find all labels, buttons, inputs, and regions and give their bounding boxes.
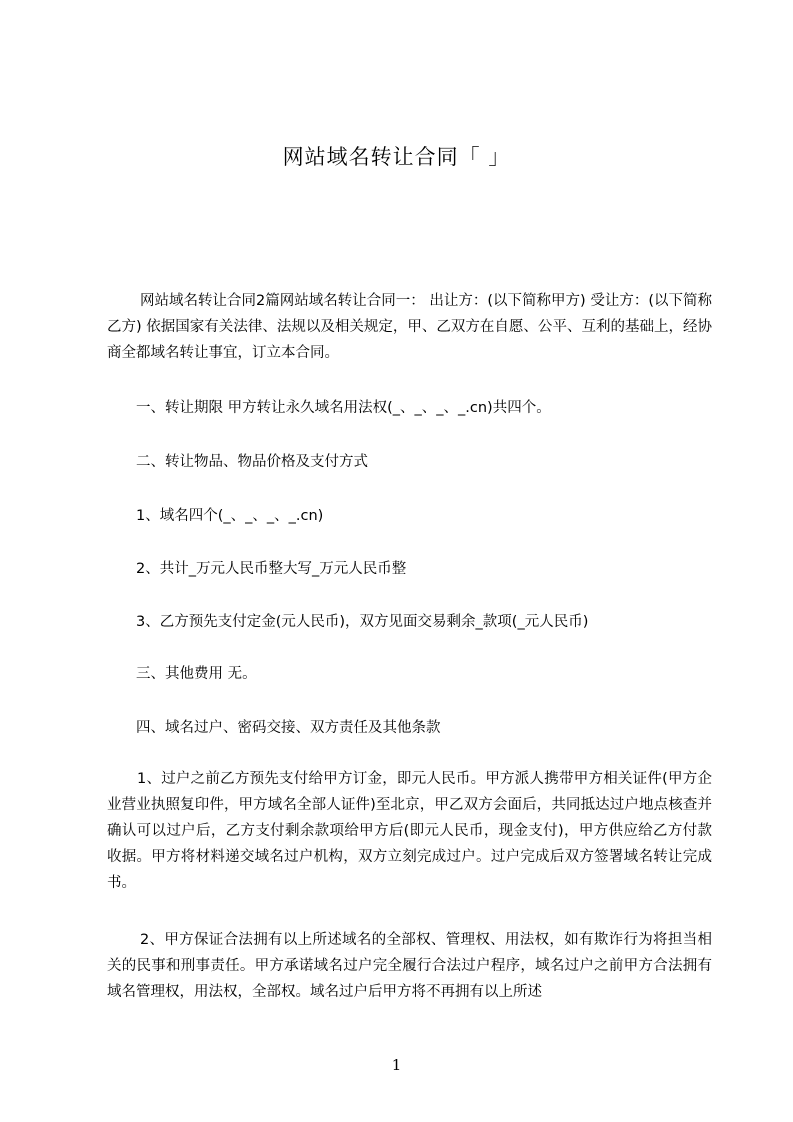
paragraph-section-3: 三、其他费用 无。 bbox=[136, 666, 257, 682]
document-title: 网站域名转让合同「 」 bbox=[282, 145, 511, 169]
paragraph-section-1: 一、转让期限 甲方转让永久域名用法权(_、_、_、_.cn)共四个。 bbox=[136, 400, 551, 416]
paragraph-item-3: 3、乙方预先支付定金(元人民币)，双方见面交易剩余_款项(_元人民币) bbox=[136, 614, 589, 630]
paragraph-section-2: 二、转让物品、物品价格及支付方式 bbox=[136, 454, 368, 470]
paragraph-clause-2: 2、甲方保证合法拥有以上所述域名的全部权、管理权、用法权，如有欺诈行为将担当相关的民事和刑事责任。甲方承诺域名过户完全履行合法过户程序，域名过户之前甲方合法拥有域名管理权，用法权，全部权。域名过户后甲方将不再拥有以上所述 bbox=[107, 932, 712, 1000]
page-number: 1 bbox=[391, 1056, 402, 1074]
paragraph-clause-1: 1、过户之前乙方预先支付给甲方订金，即元人民币。甲方派人携带甲方相关证件(甲方企业营业执照复印件，甲方域名全部人证件)至北京，甲乙双方会面后，共同抵达过户地点核查并确认可以过户后，乙方支付剩余款项给甲方后(即元人民币，现金支付)，甲方供应给乙方付款收据。甲方将材料递交域名过户机构，双方立刻完成过户。过户完成后双方签署域名转让完成书。 bbox=[107, 771, 712, 891]
paragraph-item-2: 2、共计_万元人民币整大写_万元人民币整 bbox=[136, 561, 407, 577]
paragraph-intro: 网站域名转让合同2篇网站域名转让合同一： 出让方：(以下简称甲方) 受让方：(以下简称乙方) 依据国家有关法律、法规以及相关规定，甲、乙双方在自愿、公平、互利的基础上，经协商全都域名转让事宜，订立本合同。 bbox=[107, 293, 712, 361]
paragraph-item-1: 1、域名四个(_、_、_、_.cn) bbox=[136, 508, 324, 524]
paragraph-section-4: 四、域名过户、密码交接、双方责任及其他条款 bbox=[136, 720, 441, 736]
